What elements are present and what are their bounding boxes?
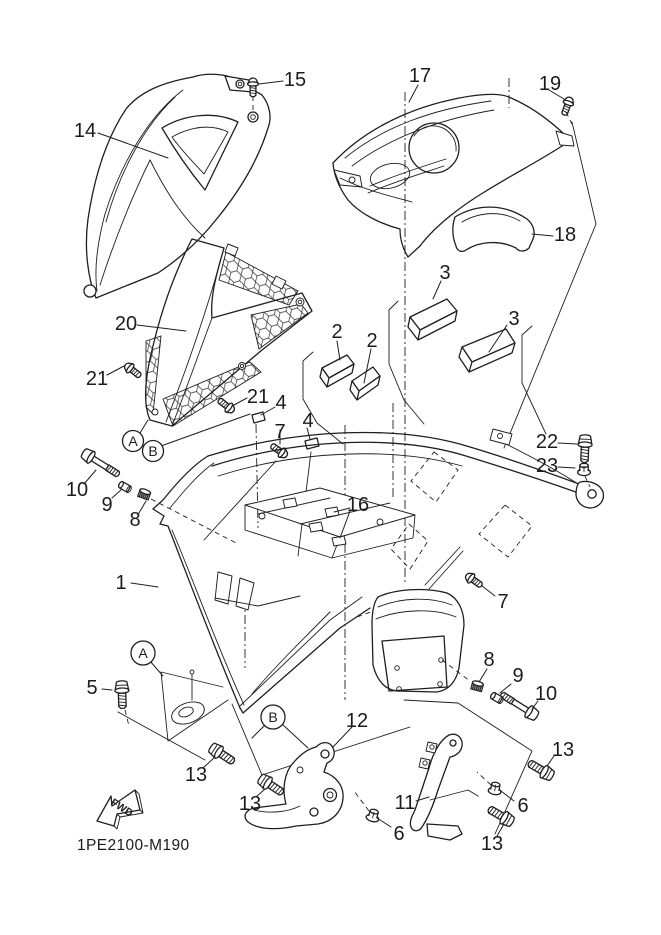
bolt-5-icon xyxy=(115,681,130,726)
callout-4-2: 4 xyxy=(302,410,314,432)
callout-1: 1 xyxy=(115,572,127,594)
callout-18: 18 xyxy=(553,224,577,246)
callout-16: 16 xyxy=(346,494,370,516)
callout-13-1: 13 xyxy=(184,764,208,786)
callout-14: 14 xyxy=(73,120,97,142)
fwd-arrow-label: FWD xyxy=(108,796,135,820)
callout-22: 22 xyxy=(535,431,559,453)
callout-7-2: 7 xyxy=(497,591,509,613)
callout-6-2: 6 xyxy=(517,795,529,817)
callout-3-1: 3 xyxy=(439,262,451,284)
callout-10-1: 10 xyxy=(65,479,89,501)
callout-2-2: 2 xyxy=(366,330,378,352)
screw-21-left-icon xyxy=(122,360,143,380)
callout-5: 5 xyxy=(86,677,98,699)
part-11-bracket xyxy=(410,734,478,840)
screw-21-right-icon xyxy=(216,396,237,416)
callout-2-1: 2 xyxy=(331,321,343,343)
callout-10-2: 10 xyxy=(534,683,558,705)
screw-7-lower-icon xyxy=(463,571,484,591)
callout-20: 20 xyxy=(114,313,138,335)
callout-9-1: 9 xyxy=(101,494,113,516)
callout-6-1: 6 xyxy=(393,823,405,845)
callout-8-1: 8 xyxy=(129,509,141,531)
callout-23: 23 xyxy=(535,455,559,477)
callout-7-1: 7 xyxy=(274,421,286,443)
callout-19: 19 xyxy=(538,73,562,95)
callout-21-1: 21 xyxy=(85,368,109,390)
part-20-grille xyxy=(146,239,312,426)
callout-8-2: 8 xyxy=(483,649,495,671)
screw-15-icon xyxy=(248,78,259,113)
marker-a-2: A xyxy=(138,645,148,661)
pads-2-3 xyxy=(320,299,515,400)
callout-21-2: 21 xyxy=(246,386,270,408)
callout-15: 15 xyxy=(283,69,307,91)
callout-9-2: 9 xyxy=(512,665,524,687)
part-18-trim-strip xyxy=(453,207,534,251)
callout-4-1: 4 xyxy=(275,392,287,414)
callout-11: 11 xyxy=(394,792,416,814)
callout-12: 12 xyxy=(345,710,369,732)
fasteners-right xyxy=(577,435,592,487)
callout-17: 17 xyxy=(408,65,432,87)
drawing-code: 1PE2100-M190 xyxy=(77,837,190,854)
fwd-arrow xyxy=(97,790,143,829)
marker-a-1: A xyxy=(128,433,138,449)
callout-3-2: 3 xyxy=(508,308,520,330)
marker-b-1: B xyxy=(148,443,158,459)
callout-13-3: 13 xyxy=(551,739,575,761)
callout-13-2: 13 xyxy=(238,793,262,815)
screw-19-icon xyxy=(559,96,576,124)
callout-13-4: 13 xyxy=(480,833,504,855)
marker-b-2: B xyxy=(268,709,278,725)
